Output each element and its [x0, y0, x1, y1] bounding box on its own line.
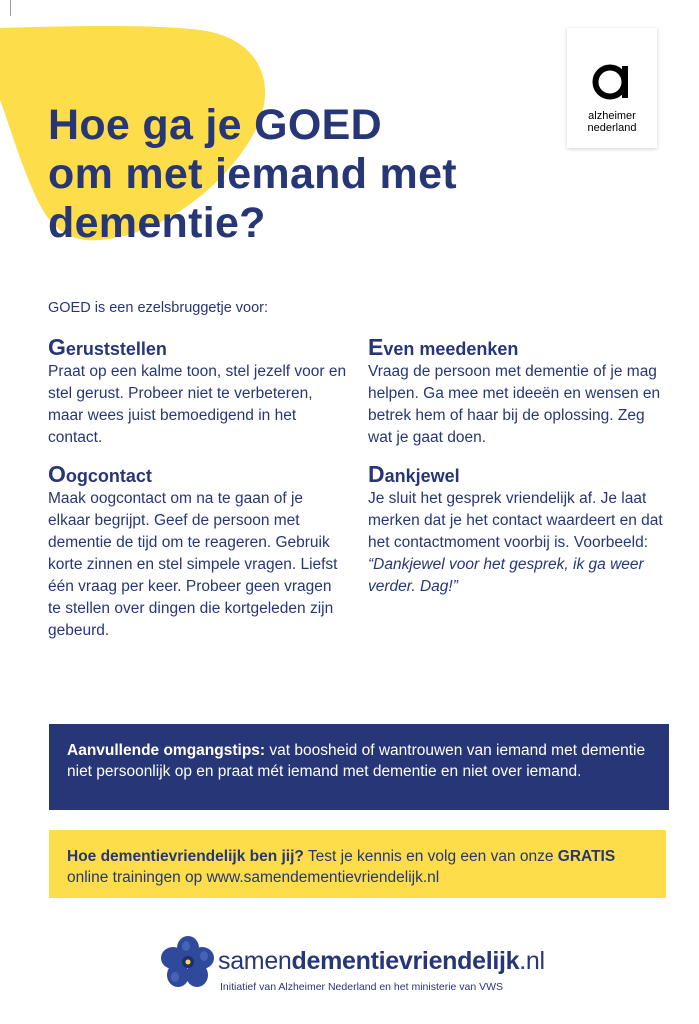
heading-initial: E: [368, 334, 384, 360]
section-body: Maak oogcontact om na te gaan of je elkaar begrijpt. Geef de persoon met dementie de tijd om te reageren. Gebruik korte zinnen en stel simpele vragen. Liefst één vraag per keer. Probeer geen vragen te stellen over dingen die kortgeleden zijn gebeurd.: [48, 490, 338, 639]
heading-initial: G: [48, 334, 66, 360]
quiz-banner: [49, 830, 666, 898]
alzheimer-nederland-logo[interactable]: [567, 28, 657, 148]
tips-banner: [49, 724, 669, 810]
section-body-text: Je sluit het gesprek vriendelijk af. Je laat merken dat je het contact waardeert en dat het contactmoment voorbij is. Voorbeeld:: [368, 490, 663, 551]
section-body: Vraag de persoon met dementie of je mag helpen. Ga mee met ideeën en wensen en betrek hem of haar bij de oplossing. Zeg wat je gaat doen.: [368, 363, 661, 446]
heading-initial: O: [48, 461, 66, 487]
alzheimer-a-logo-icon: [591, 60, 633, 102]
section-heading: [368, 336, 668, 360]
page-title: [48, 101, 548, 248]
section-heading: [368, 463, 668, 487]
quiz-link-text[interactable]: online trainingen op www.samendementievriendelijk.nl: [67, 869, 440, 886]
footer-brand[interactable]: [218, 946, 545, 976]
quiz-lead: Hoe dementievriendelijk ben jij?: [67, 848, 304, 865]
title-line-1: Hoe ga je GOED: [48, 101, 382, 149]
heading-rest: ogcontact: [65, 466, 152, 486]
section-body: [368, 488, 668, 598]
section-heading: [48, 336, 348, 360]
logo-wordmark: [567, 110, 657, 134]
brand-light: samen: [218, 947, 292, 975]
section-geruststellen: [48, 336, 348, 449]
section-oogcontact: [48, 463, 348, 642]
logo-line-1: alzheimer: [588, 110, 636, 122]
heading-rest: ankjewel: [384, 466, 460, 486]
logo-line-2: nederland: [587, 122, 637, 134]
title-line-3: dementie?: [48, 199, 266, 247]
tips-lead: Aanvullende omgangstips:: [67, 742, 266, 759]
section-heading: [48, 463, 348, 487]
section-body: Praat op een kalme toon, stel jezelf voor en stel gerust. Probeer niet te verbeteren, maar wees juist bemoedigend in het contact.: [48, 363, 347, 446]
brand-bold: dementievriendelijk: [291, 947, 520, 975]
section-dankjewel: [368, 463, 668, 598]
example-quote: “Dankjewel voor het gesprek, ik ga weer verder. Dag!”: [368, 556, 644, 595]
title-line-2: om met iemand met: [48, 150, 457, 198]
footer-tagline: Initiatief van Alzheimer Nederland en het ministerie van VWS: [220, 981, 504, 993]
brand-tld: .nl: [519, 947, 545, 975]
quiz-emphasis: GRATIS: [557, 848, 616, 865]
tips-text: vat boosheid of wantrouwen van iemand met dementie niet persoonlijk op en praat mét iemand met dementie en niet over iemand.: [67, 742, 646, 780]
heading-rest: eruststellen: [65, 339, 167, 359]
heading-rest: ven meedenken: [383, 339, 519, 359]
section-even-meedenken: [368, 336, 668, 449]
intro-text: GOED is een ezelsbruggetje voor:: [48, 300, 269, 316]
heading-initial: D: [368, 461, 385, 487]
quiz-text-1: Test je kennis en volg een van onze: [303, 848, 558, 865]
forget-me-not-flower-icon: [160, 934, 216, 990]
